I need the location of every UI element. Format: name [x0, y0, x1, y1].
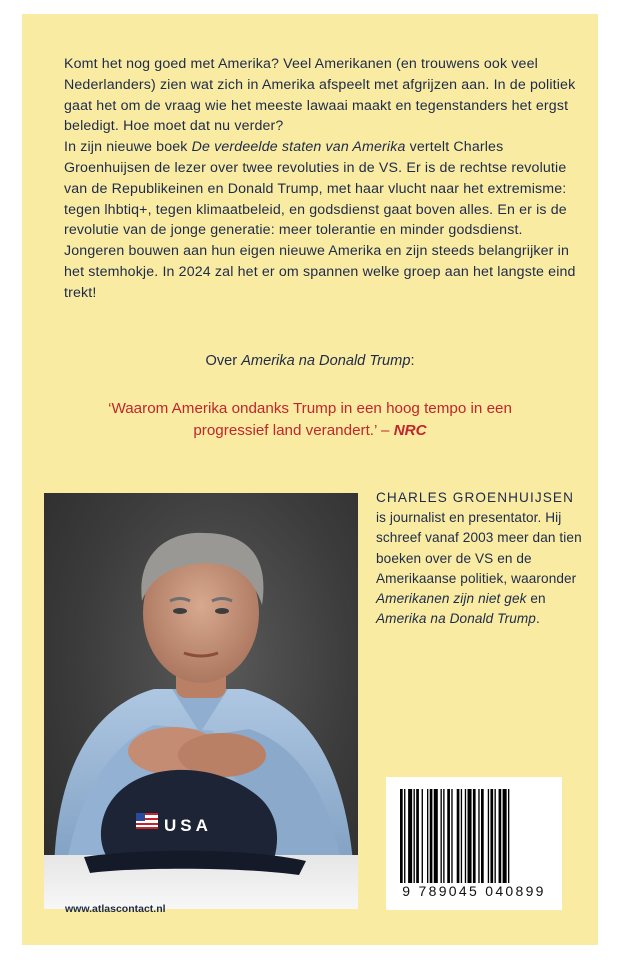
press-quote — [82, 398, 538, 442]
barcode-bar — [441, 789, 442, 883]
barcode-bar — [495, 789, 496, 883]
blurb-text: In zijn nieuwe boek — [64, 139, 192, 156]
barcode-bar — [434, 789, 438, 883]
publisher-website[interactable]: www.atlascontact.nl — [65, 903, 166, 915]
barcode — [386, 777, 562, 910]
barcode-bar — [499, 789, 502, 883]
barcode-bar — [488, 789, 489, 883]
barcode-bar — [461, 789, 462, 883]
barcode-bar — [503, 789, 507, 883]
barcode-bar — [404, 789, 405, 883]
book-title: De verdeelde staten van Amerika — [191, 139, 406, 156]
isbn-number: 9 789045 040899 — [402, 883, 546, 899]
author-bio-text: en — [526, 591, 546, 607]
barcode-bar — [400, 789, 403, 883]
barcode-bar — [427, 789, 428, 883]
barcode-bar — [468, 789, 472, 883]
previous-book-title: Amerika na Donald Trump — [241, 353, 411, 369]
barcode-bar — [408, 789, 412, 883]
barcode-bar — [447, 789, 450, 883]
quote-source: NRC — [393, 422, 427, 439]
barcode-bar — [473, 789, 476, 883]
barcode-bar — [451, 789, 452, 883]
quote-text: ‘Waarom Amerika ondanks Trump in een hoog tempo in een progressief land verandert.’ – — [108, 400, 512, 439]
barcode-bar — [457, 789, 460, 883]
barcode-bar — [481, 789, 484, 883]
cap-lettering: USA — [164, 816, 212, 835]
author-photo-illustration — [44, 493, 358, 909]
author-photo — [44, 493, 358, 909]
back-cover — [22, 14, 598, 945]
blurb-paragraph-2 — [64, 137, 584, 303]
barcode-bar — [422, 789, 423, 883]
barcode-bar — [465, 789, 466, 883]
author-book-title: Amerika na Donald Trump — [376, 611, 536, 627]
over-prefix: Over — [205, 353, 242, 369]
barcode-bar — [416, 789, 419, 883]
blurb-text: vertelt Charles Groenhuijsen de lezer over twee revoluties in de VS. Er is de rechtse revolutie van de Republikeinen en Donald Trump, met haar vlucht naar het extremisme: tegen lhbtiq+, tegen klimaatbeleid, en godsdienst gaat boven alles. En er is de revolutie van de jonge generatie: meer tolerantie en minder godsdienst. Jongeren bouwen aan hun eigen nieuwe Amerika en zijn steeds belangrijker in het stemhokje. In 2024 zal het er om spannen welke groep aan het langste eind trekt! — [64, 139, 576, 301]
blurb-paragraph-1: Komt het nog goed met Amerika? Veel Amerikanen (en trouwens ook veel Nederlanders) zien wat zich in Amerika afspeelt met afgrijzen aan. In de politiek gaat het om de vraag wie het meeste lawaai maakt en tegenstanders het ergst beledigt. Hoe moet dat nu verder? — [64, 56, 576, 135]
author-bio-text: is journalist en presentator. Hij schreef vanaf 2003 meer dan tien boeken over de VS en de Amerikaanse politiek, waaronder — [376, 510, 582, 586]
blurb — [64, 54, 584, 304]
barcode-bar — [443, 789, 444, 883]
barcode-bar — [430, 789, 433, 883]
over-suffix: : — [410, 353, 415, 369]
author-bio-text: . — [535, 611, 540, 627]
barcode-bar — [508, 789, 509, 883]
author-book-title: Amerikanen zijn niet gek — [376, 591, 527, 607]
previous-book-line — [22, 353, 598, 369]
barcode-bars — [398, 789, 550, 885]
barcode-bar — [414, 789, 415, 883]
author-bio — [376, 488, 586, 629]
author-name: CHARLES GROENHUIJSEN — [376, 490, 574, 505]
barcode-bar — [490, 789, 493, 883]
barcode-bar — [478, 789, 479, 883]
